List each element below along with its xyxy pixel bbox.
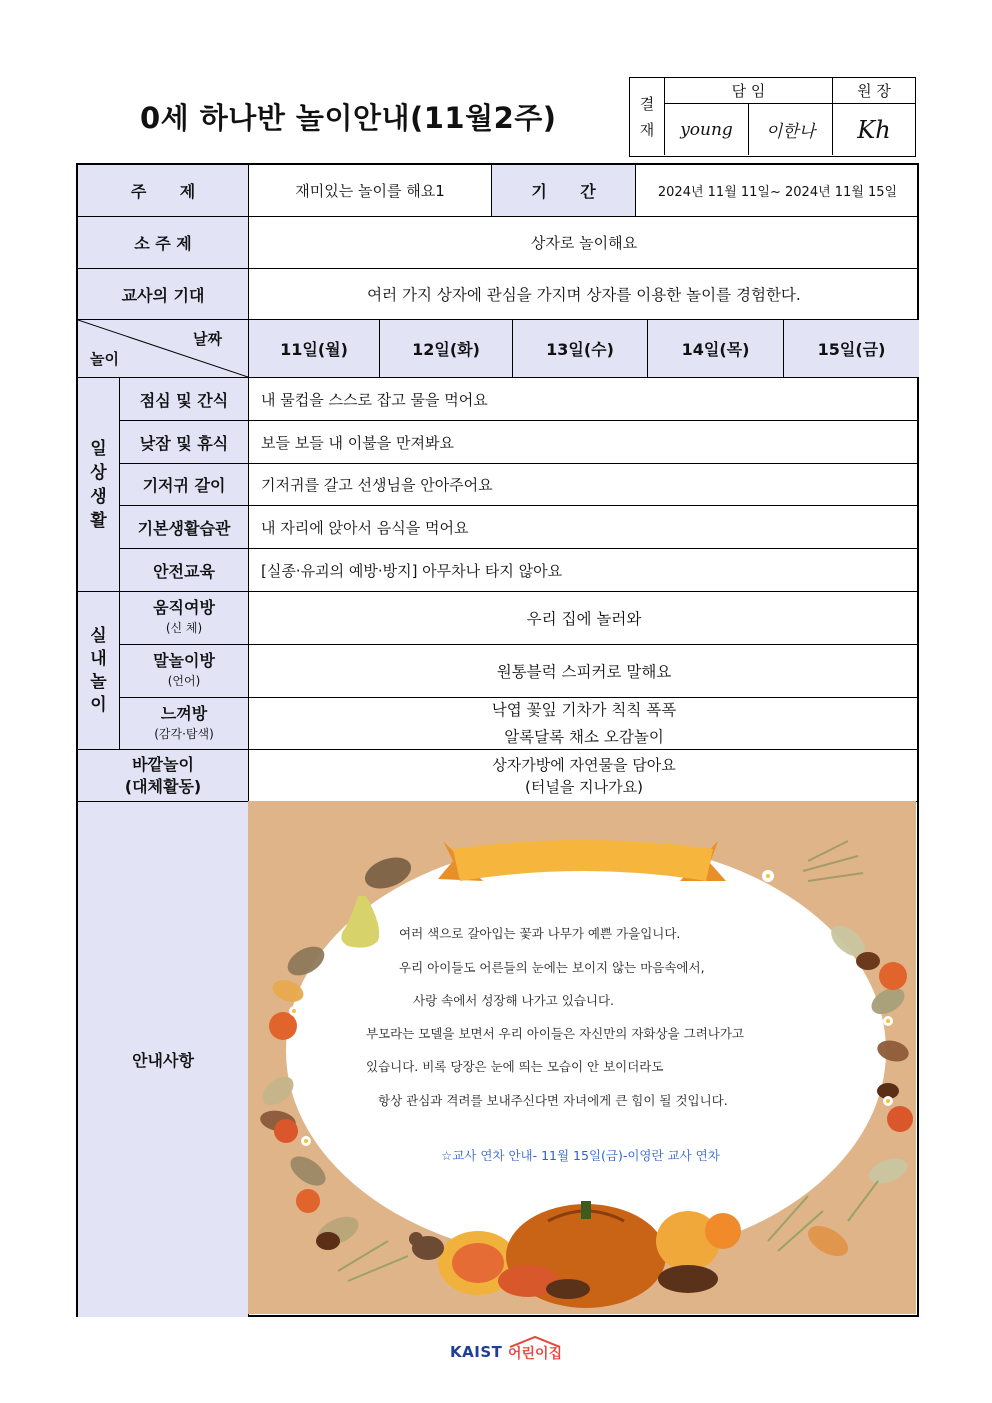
group-char: 내	[90, 648, 107, 669]
indoor-play-row	[120, 592, 919, 645]
day-wednesday: 13일(수)	[512, 320, 647, 377]
daily-life-label: 기본생활습관	[120, 506, 248, 548]
outdoor-play-label-line: (대체활동)	[124, 776, 202, 796]
indoor-play-row	[120, 645, 919, 698]
indoor-play-label-main: 움직여방	[153, 598, 215, 617]
daily-life-row	[120, 549, 919, 592]
period-value: 2024년 11월 11일~ 2024년 11월 15일	[635, 165, 919, 216]
theme-row	[78, 165, 917, 217]
footer-logo	[450, 1335, 580, 1365]
outdoor-play-value	[248, 750, 919, 801]
period-label: 기 간	[491, 165, 635, 216]
daily-life-value: 내 물컵을 스스로 잡고 물을 먹어요	[248, 378, 919, 420]
daily-life-value: 기저귀를 갈고 선생님을 안아주어요	[248, 464, 919, 505]
signature-director: Kh	[857, 115, 891, 144]
corner-date-label: 날짜	[193, 330, 222, 348]
daily-life-label: 안전교육	[120, 549, 248, 591]
subtheme-row	[78, 217, 917, 269]
footer-brand: KAIST	[450, 1343, 503, 1361]
indoor-play-label	[120, 592, 248, 644]
indoor-play-label	[120, 645, 248, 697]
notice-message-line: 있습니다. 비록 당장은 눈에 띄는 모습이 안 보이더라도	[366, 1059, 664, 1074]
indoor-play-label-sub: (감각·탐색)	[154, 726, 214, 741]
expectation-row	[78, 269, 917, 320]
signature-young: young	[665, 104, 749, 155]
outdoor-play-label	[78, 750, 248, 801]
group-char: 실	[90, 625, 107, 646]
indoor-play-label	[120, 698, 248, 749]
outdoor-play-line: (터널을 지나가요)	[525, 777, 643, 796]
day-friday: 15일(금)	[783, 320, 919, 377]
group-char: 놀	[90, 671, 107, 692]
group-char: 상	[90, 462, 107, 483]
indoor-play-value: 원통블럭 스피커로 말해요	[248, 645, 919, 697]
page-title: 0세 하나반 놀이안내(11월2주)	[140, 101, 557, 135]
corner-cell	[78, 320, 248, 377]
daily-life-group-label	[78, 378, 120, 592]
day-header-row	[78, 320, 917, 378]
daily-life-label: 낮잠 및 휴식	[120, 421, 248, 463]
teacher-leave-notice: ☆교사 연차 안내- 11월 15일(금)-이영란 교사 연차	[441, 1148, 720, 1163]
group-char: 활	[90, 510, 107, 531]
notice-message-line: 우리 아이들도 어른들의 눈에는 보이지 않는 마음속에서,	[399, 960, 705, 975]
footer-brand-suffix: 어린이집	[508, 1346, 563, 1362]
corner-play-label: 놀이	[90, 350, 119, 368]
day-tuesday: 12일(화)	[379, 320, 512, 377]
outdoor-play-row	[78, 750, 917, 802]
indoor-play-row	[120, 698, 919, 750]
notice-message-line: 여러 색으로 갈아입는 꽃과 나무가 예쁜 가을입니다.	[399, 926, 681, 941]
signature-hanna: 이한나	[749, 104, 833, 155]
indoor-play-value: 우리 집에 놀러와	[248, 592, 919, 644]
daily-life-value: 내 자리에 앉아서 음식을 먹어요	[248, 506, 919, 548]
homeroom-label: 담 임	[665, 78, 833, 104]
indoor-play-label-sub: (신 체)	[165, 621, 203, 635]
director-label: 원 장	[833, 78, 915, 104]
daily-life-row	[120, 378, 919, 421]
indoor-play-value	[248, 698, 919, 749]
outdoor-play-line: 상자가방에 자연물을 담아요	[492, 755, 676, 774]
daily-life-row	[120, 421, 919, 464]
day-monday: 11일(월)	[248, 320, 379, 377]
expectation-value: 여러 가지 상자에 관심을 가지며 상자를 이용한 놀이를 경험한다.	[248, 269, 919, 319]
theme-label: 주 제	[78, 165, 248, 216]
daily-life-row	[120, 506, 919, 549]
daily-life-label: 점심 및 간식	[120, 378, 248, 420]
daily-life-value: 보들 보들 내 이불을 만져봐요	[248, 421, 919, 463]
notice-message-line: 사랑 속에서 성장해 나가고 있습니다.	[413, 993, 614, 1008]
indoor-play-label-main: 말놀이방	[153, 651, 215, 670]
group-char: 일	[90, 438, 107, 459]
notice-label: 안내사항	[78, 802, 248, 1317]
daily-life-row	[120, 464, 919, 506]
notice-message-line: 부모라는 모델을 보면서 우리 아이들은 자신만의 자화상을 그려나가고	[366, 1026, 744, 1041]
expectation-label: 교사의 기대	[78, 269, 248, 319]
approval-side-char: 결	[639, 94, 655, 113]
indoor-play-line: 알록달록 채소 오감놀이	[504, 727, 664, 746]
theme-value: 재미있는 놀이를 해요1	[248, 165, 491, 216]
day-thursday: 14일(목)	[647, 320, 783, 377]
group-char: 생	[90, 486, 107, 507]
subtheme-value: 상자로 놀이해요	[248, 217, 919, 268]
indoor-play-line: 낙엽 꽃잎 기차가 칙칙 폭폭	[491, 700, 677, 719]
subtheme-label: 소 주 제	[78, 217, 248, 268]
notice-panel	[248, 801, 916, 1314]
outdoor-play-label-line: 바깥놀이	[132, 754, 194, 774]
indoor-play-label-sub: (언어)	[167, 674, 201, 688]
approval-side-label	[630, 78, 665, 155]
indoor-play-group-label	[78, 592, 120, 750]
daily-life-value: [실종·유괴의 예방·방지] 아무차나 타지 않아요	[248, 549, 919, 591]
daily-life-label: 기저귀 갈이	[120, 464, 248, 505]
approval-side-char: 재	[639, 120, 655, 139]
indoor-play-label-main: 느껴방	[160, 703, 208, 723]
notice-message-line: 항상 관심과 격려를 보내주신다면 자녀에게 큰 힘이 될 것입니다.	[378, 1093, 728, 1108]
approval-box	[629, 77, 916, 157]
group-char: 이	[90, 694, 107, 715]
